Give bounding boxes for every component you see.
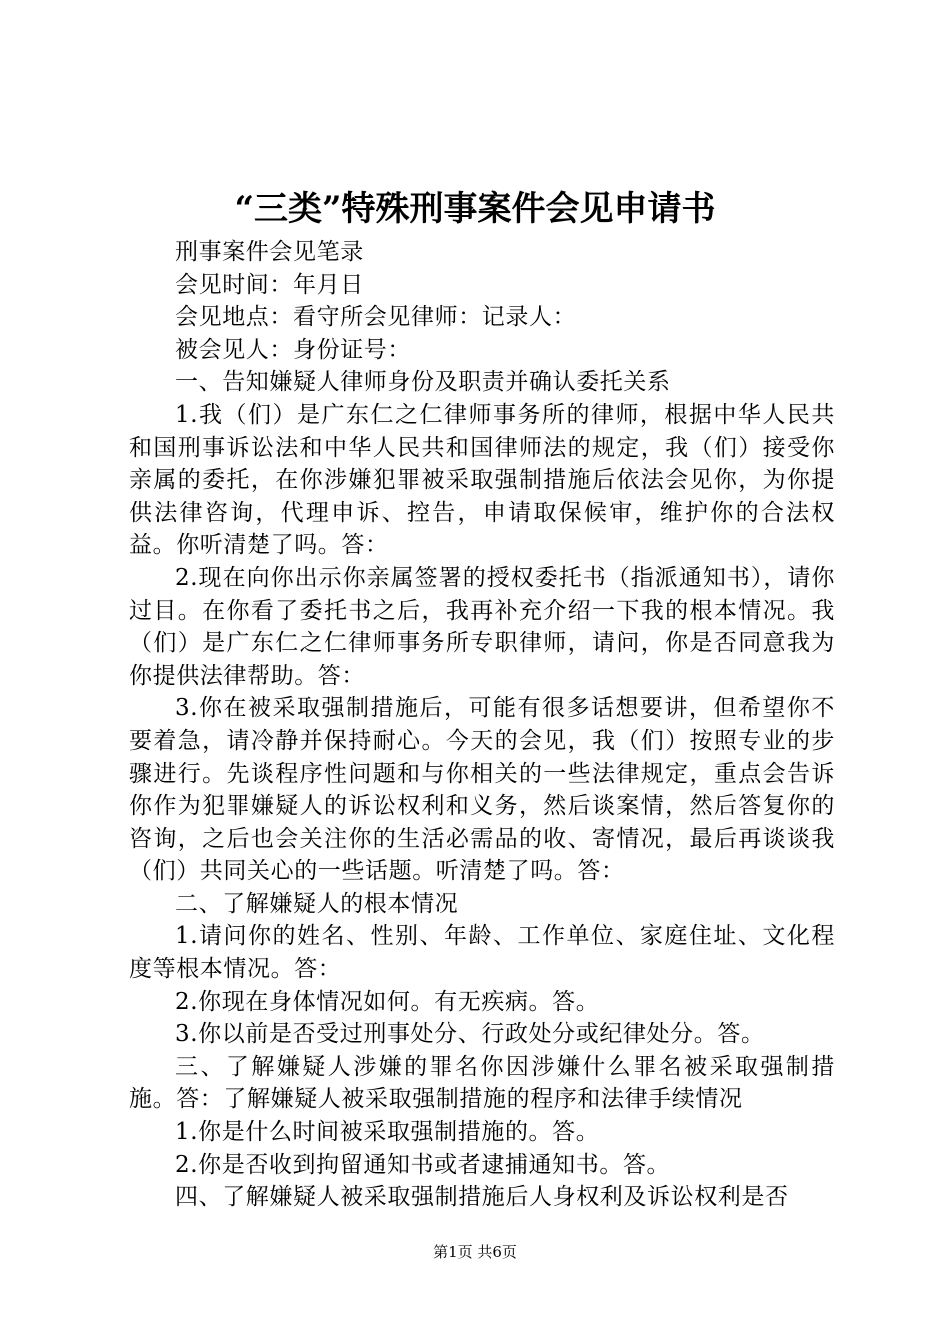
paragraph-item: 1.请问你的姓名、性别、年龄、工作单位、家庭住址、文化程度等根本情况。答： — [129, 923, 835, 983]
paragraph-item: 2.现在向你出示你亲属签署的授权委托书（指派通知书），请你过目。在你看了委托书之后，我再补充介绍一下我的根本情况。我（们）是广东仁之仁律师事务所专职律师，请问，你是否同意我为你提供法律帮助。答： — [129, 564, 835, 689]
paragraph-item: 3.你以前是否受过刑事处分、行政处分或纪律处分。答。 — [175, 1021, 765, 1048]
paragraph-item: 3.你在被采取强制措施后，可能有很多话想要讲，但希望你不要着急，请冷静并保持耐心。今天的会见，我（们）按照专业的步骤进行。先谈程序性问题和与你相关的一些法律规定，重点会告诉你作为犯罪嫌疑人的诉讼权利和义务，然后谈案情，然后答复你的咨询，之后也会关注你的生活必需品的收、寄情况，最后再谈谈我（们）共同关心的一些话题。听清楚了吗。答： — [129, 695, 835, 885]
page-footer: 第1页 共6页 — [433, 1243, 517, 1261]
section-heading-2: 二、了解嫌疑人的根本情况 — [175, 890, 459, 917]
paragraph-item: 1.我（们）是广东仁之仁律师事务所的律师，根据中华人民共和国刑事诉讼法和中华人民共和国律师法的规定，我（们）接受你亲属的委托，在你涉嫌犯罪被采取强制措施后依法会见你，为你提供法律咨询，代理申诉、控告，申请取保候审，维护你的合法权益。你听清楚了吗。答： — [129, 401, 835, 559]
paragraph-meeting-place: 会见地点：看守所会见律师：记录人： — [175, 304, 577, 331]
section-heading-1: 一、告知嫌疑人律师身份及职责并确认委托关系 — [175, 369, 671, 396]
paragraph-item: 1.你是什么时间被采取强制措施的。答。 — [175, 1119, 600, 1146]
paragraph-item: 2.你现在身体情况如何。有无疾病。答。 — [175, 988, 600, 1015]
document-title: “三类”特殊刑事案件会见申请书 — [234, 189, 716, 229]
document-body — [129, 236, 835, 1214]
section-heading-3: 三、了解嫌疑人涉嫌的罪名你因涉嫌什么罪名被采取强制措施。答：了解嫌疑人被采取强制措施的程序和法律手续情况 — [129, 1053, 835, 1113]
section-heading-4: 四、了解嫌疑人被采取强制措施后人身权利及诉讼权利是否 — [175, 1184, 789, 1211]
paragraph-meeting-time: 会见时间：年月日 — [175, 271, 364, 298]
paragraph-item: 2.你是否收到拘留通知书或者逮捕通知书。答。 — [175, 1151, 671, 1178]
paragraph-interviewee: 被会见人：身份证号： — [175, 336, 411, 363]
paragraph-record-heading: 刑事案件会见笔录 — [175, 239, 364, 265]
